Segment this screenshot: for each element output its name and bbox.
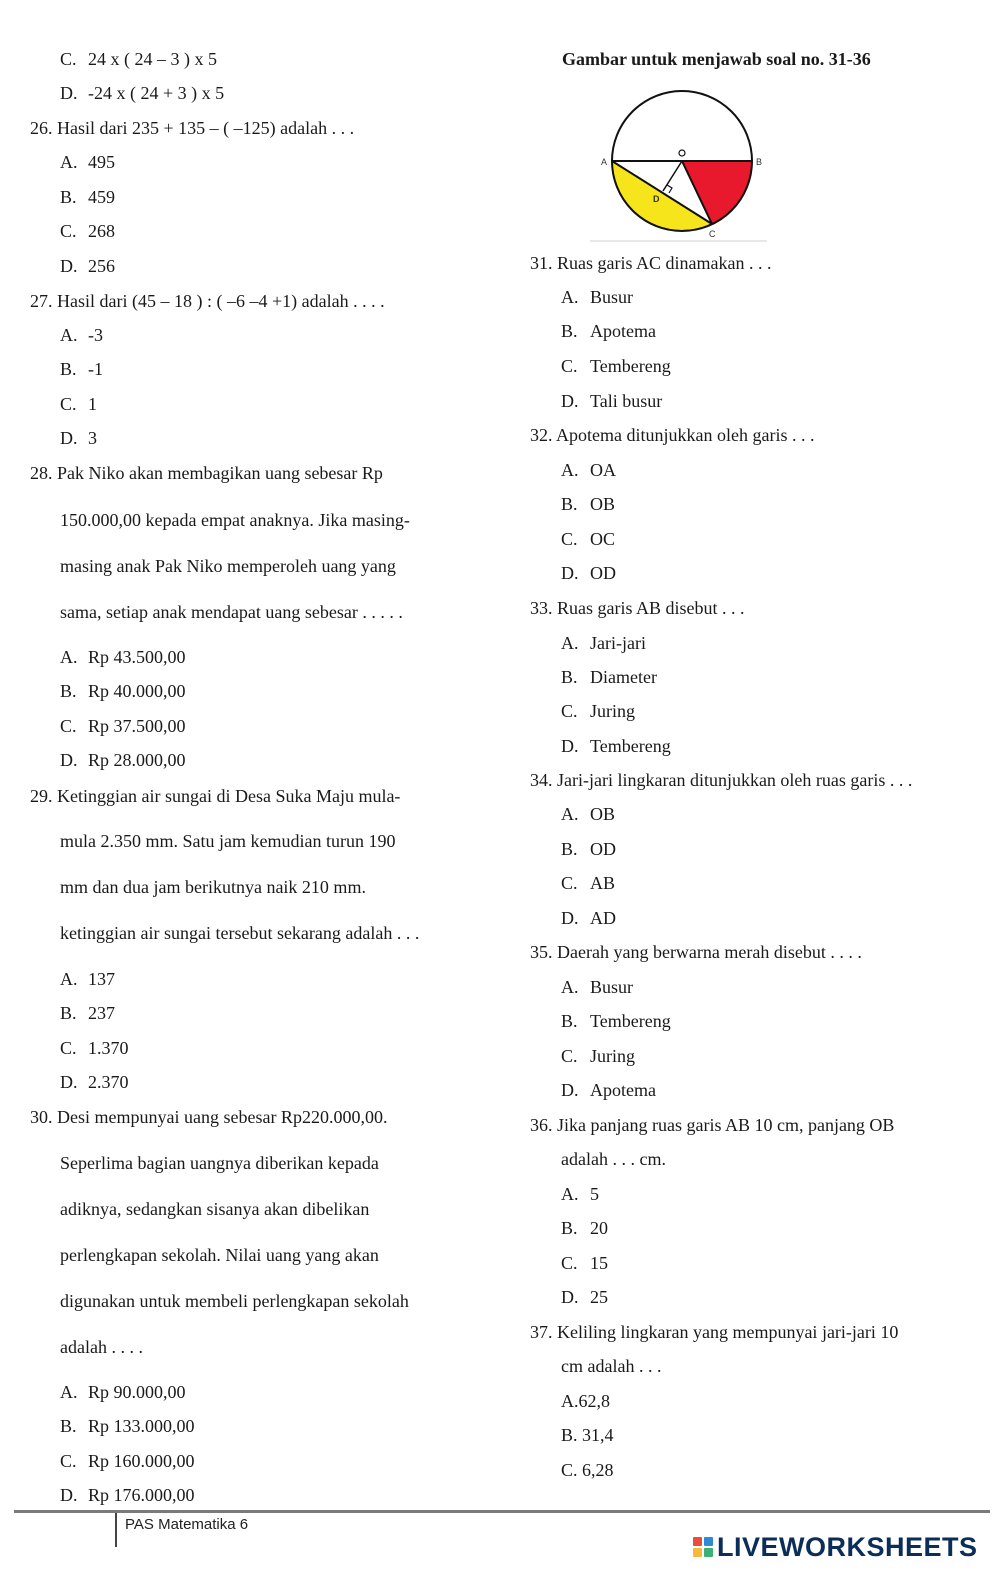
q30-option-b-label: B. [60, 1416, 77, 1436]
q36-option-a-text: 5 [590, 1184, 599, 1204]
q25-option-c-text: 24 x ( 24 – 3 ) x 5 [88, 49, 217, 69]
q29-option-b-label: B. [60, 1003, 77, 1023]
q31-stem: 31. Ruas garis AC dinamakan . . . [530, 253, 772, 273]
figure-title: Gambar untuk menjawab soal no. 31-36 [562, 49, 871, 69]
q37-option-c: C. 6,28 [561, 1460, 614, 1480]
q33-option-d-text: Tembereng [590, 736, 671, 756]
q26-option-b-label: B. [60, 187, 77, 207]
logo-square-2 [704, 1537, 713, 1546]
q27-option-a-label: A. [60, 325, 78, 345]
q26-option-d-text: 256 [88, 256, 115, 276]
q27-option-c-label: C. [60, 394, 77, 414]
q30-option-c-text: Rp 160.000,00 [88, 1451, 195, 1471]
q29-stem-line-4: ketinggian air sungai tersebut sekarang adalah . . . [60, 923, 420, 943]
q36-option-b-text: 20 [590, 1218, 608, 1238]
q28-option-a-label: A. [60, 647, 78, 667]
q35-option-b-label: B. [561, 1011, 578, 1031]
q34-stem: 34. Jari-jari lingkaran ditunjukkan oleh ruas garis . . . [530, 770, 913, 790]
q33-option-c-text: Juring [590, 701, 635, 721]
q33-option-d-label: D. [561, 736, 579, 756]
q26-option-c-label: C. [60, 221, 77, 241]
q31-option-d-text: Tali busur [590, 391, 663, 411]
q32-option-a-label: A. [561, 460, 579, 480]
q34-option-b-text: OD [590, 839, 616, 859]
q33-option-c-label: C. [561, 701, 578, 721]
q32-stem: 32. Apotema ditunjukkan oleh garis . . . [530, 425, 815, 445]
q30-stem-line-4: perlengkapan sekolah. Nilai uang yang akan [60, 1245, 379, 1265]
q36-option-b-label: B. [561, 1218, 578, 1238]
q37-stem-line-1: 37. Keliling lingkaran yang mempunyai jari-jari 10 [530, 1322, 899, 1342]
logo-square-1 [693, 1537, 702, 1546]
q36-option-d-text: 25 [590, 1287, 608, 1307]
center-point-o [679, 150, 685, 156]
q32-option-b-label: B. [561, 494, 578, 514]
q30-option-a-label: A. [60, 1382, 78, 1402]
q36-option-c-label: C. [561, 1253, 578, 1273]
q31-option-a-text: Busur [590, 287, 634, 307]
q30-option-d-label: D. [60, 1485, 78, 1505]
q25-option-c-label: C. [60, 49, 77, 69]
q31-option-c-label: C. [561, 356, 578, 376]
q29-stem-line-1: 29. Ketinggian air sungai di Desa Suka Maju mula- [30, 786, 401, 806]
q35-option-b-text: Tembereng [590, 1011, 671, 1031]
q29-option-c-label: C. [60, 1038, 77, 1058]
q28-option-d-label: D. [60, 750, 78, 770]
q30-option-d-text: Rp 176.000,00 [88, 1485, 195, 1505]
q28-stem-line-4: sama, setiap anak mendapat uang sebesar . . . . . [60, 602, 403, 622]
q34-option-c-text: AB [590, 873, 616, 893]
q35-option-c-text: Juring [590, 1046, 635, 1066]
liveworksheets-brand: LIVEWORKSHEETS [717, 1531, 978, 1562]
footer-rule [14, 1510, 990, 1513]
q31-option-d-label: D. [561, 391, 579, 411]
q32-option-d-label: D. [561, 563, 579, 583]
circle-diagram [585, 86, 770, 246]
q26-option-a-text: 495 [88, 152, 115, 172]
label-a: A [601, 157, 608, 167]
q36-option-a-label: A. [561, 1184, 579, 1204]
q29-option-b-text: 237 [88, 1003, 115, 1023]
q32-option-c-label: C. [561, 529, 578, 549]
q30-option-b-text: Rp 133.000,00 [88, 1416, 195, 1436]
q27-option-d-text: 3 [88, 428, 97, 448]
q27-option-a-text: -3 [88, 325, 103, 345]
q36-stem-line-2: adalah . . . cm. [561, 1149, 666, 1169]
q25-option-d-text: -24 x ( 24 + 3 ) x 5 [88, 83, 225, 103]
q32-option-a-text: OA [590, 460, 616, 480]
q33-option-b-text: Diameter [590, 667, 657, 687]
q28-option-c-text: Rp 37.500,00 [88, 716, 186, 736]
q28-option-a-text: Rp 43.500,00 [88, 647, 186, 667]
q30-stem-line-6: adalah . . . . [60, 1337, 143, 1357]
q30-stem-line-3: adiknya, sedangkan sisanya akan dibelikan [60, 1199, 370, 1219]
q29-option-d-text: 2.370 [88, 1072, 129, 1092]
q28-option-b-label: B. [60, 681, 77, 701]
q35-stem: 35. Daerah yang berwarna merah disebut . . . . [530, 942, 862, 962]
q28-option-d-text: Rp 28.000,00 [88, 750, 186, 770]
q33-option-b-label: B. [561, 667, 578, 687]
footer-label: PAS Matematika 6 [125, 1516, 249, 1533]
q32-option-b-text: OB [590, 494, 616, 514]
q26-option-c-text: 268 [88, 221, 115, 241]
q33-stem: 33. Ruas garis AB disebut . . . [530, 598, 745, 618]
logo-square-3 [693, 1548, 702, 1557]
q32-option-c-text: OC [590, 529, 616, 549]
q37-option-a: A.62,8 [561, 1391, 610, 1411]
q35-option-d-text: Apotema [590, 1080, 656, 1100]
label-c: C [709, 229, 716, 239]
q27-stem: 27. Hasil dari (45 – 18 ) : ( –6 –4 +1) adalah . . . . [30, 291, 385, 311]
q27-option-c-text: 1 [88, 394, 97, 414]
q34-option-d-label: D. [561, 908, 579, 928]
q28-stem-line-2: 150.000,00 kepada empat anaknya. Jika masing- [60, 510, 410, 530]
q34-option-c-label: C. [561, 873, 578, 893]
q37-stem-line-2: cm adalah . . . [561, 1356, 662, 1376]
label-d: D [653, 194, 660, 204]
q29-option-d-label: D. [60, 1072, 78, 1092]
q25-option-d-label: D. [60, 83, 78, 103]
q36-option-d-label: D. [561, 1287, 579, 1307]
q34-option-a-label: A. [561, 804, 579, 824]
q29-option-a-text: 137 [88, 969, 115, 989]
q31-option-b-text: Apotema [590, 321, 656, 341]
q30-option-a-text: Rp 90.000,00 [88, 1382, 186, 1402]
q28-option-b-text: Rp 40.000,00 [88, 681, 186, 701]
logo-square-4 [704, 1548, 713, 1557]
q31-option-b-label: B. [561, 321, 578, 341]
q28-stem-line-1: 28. Pak Niko akan membagikan uang sebesar Rp [30, 463, 383, 483]
q30-option-c-label: C. [60, 1451, 77, 1471]
q35-option-c-label: C. [561, 1046, 578, 1066]
q35-option-a-text: Busur [590, 977, 634, 997]
label-b: B [756, 157, 763, 167]
footer-divider [115, 1513, 117, 1547]
q35-option-a-label: A. [561, 977, 579, 997]
q29-option-c-text: 1.370 [88, 1038, 129, 1058]
q34-option-b-label: B. [561, 839, 578, 859]
q27-option-b-label: B. [60, 359, 77, 379]
right-angle-mark [667, 185, 672, 193]
q28-option-c-label: C. [60, 716, 77, 736]
q30-stem-line-1: 30. Desi mempunyai uang sebesar Rp220.000,00. [30, 1107, 388, 1127]
q36-option-c-text: 15 [590, 1253, 608, 1273]
q33-option-a-text: Jari-jari [590, 633, 646, 653]
q30-stem-line-2: Seperlima bagian uangnya diberikan kepada [60, 1153, 379, 1173]
q29-option-a-label: A. [60, 969, 78, 989]
q34-option-a-text: OB [590, 804, 616, 824]
q27-option-d-label: D. [60, 428, 78, 448]
q35-option-d-label: D. [561, 1080, 579, 1100]
q28-stem-line-3: masing anak Pak Niko memperoleh uang yang [60, 556, 396, 576]
q31-option-a-label: A. [561, 287, 579, 307]
q30-stem-line-5: digunakan untuk membeli perlengkapan sekolah [60, 1291, 409, 1311]
apothem-od [663, 161, 682, 191]
q26-option-a-label: A. [60, 152, 78, 172]
q34-option-d-text: AD [590, 908, 616, 928]
q33-option-a-label: A. [561, 633, 579, 653]
q26-option-b-text: 459 [88, 187, 115, 207]
q31-option-c-text: Tembereng [590, 356, 671, 376]
q27-option-b-text: -1 [88, 359, 103, 379]
circle-figure [585, 86, 770, 251]
q36-stem-line-1: 36. Jika panjang ruas garis AB 10 cm, panjang OB [530, 1115, 895, 1135]
q37-option-b: B. 31,4 [561, 1425, 614, 1445]
q26-option-d-label: D. [60, 256, 78, 276]
q26-stem: 26. Hasil dari 235 + 135 – ( –125) adalah . . . [30, 118, 355, 138]
q29-stem-line-2: mula 2.350 mm. Satu jam kemudian turun 190 [60, 831, 396, 851]
liveworksheets-icon [693, 1537, 713, 1557]
q32-option-d-text: OD [590, 563, 616, 583]
liveworksheets-logo[interactable] [693, 1532, 978, 1562]
q29-stem-line-3: mm dan dua jam berikutnya naik 210 mm. [60, 877, 366, 897]
